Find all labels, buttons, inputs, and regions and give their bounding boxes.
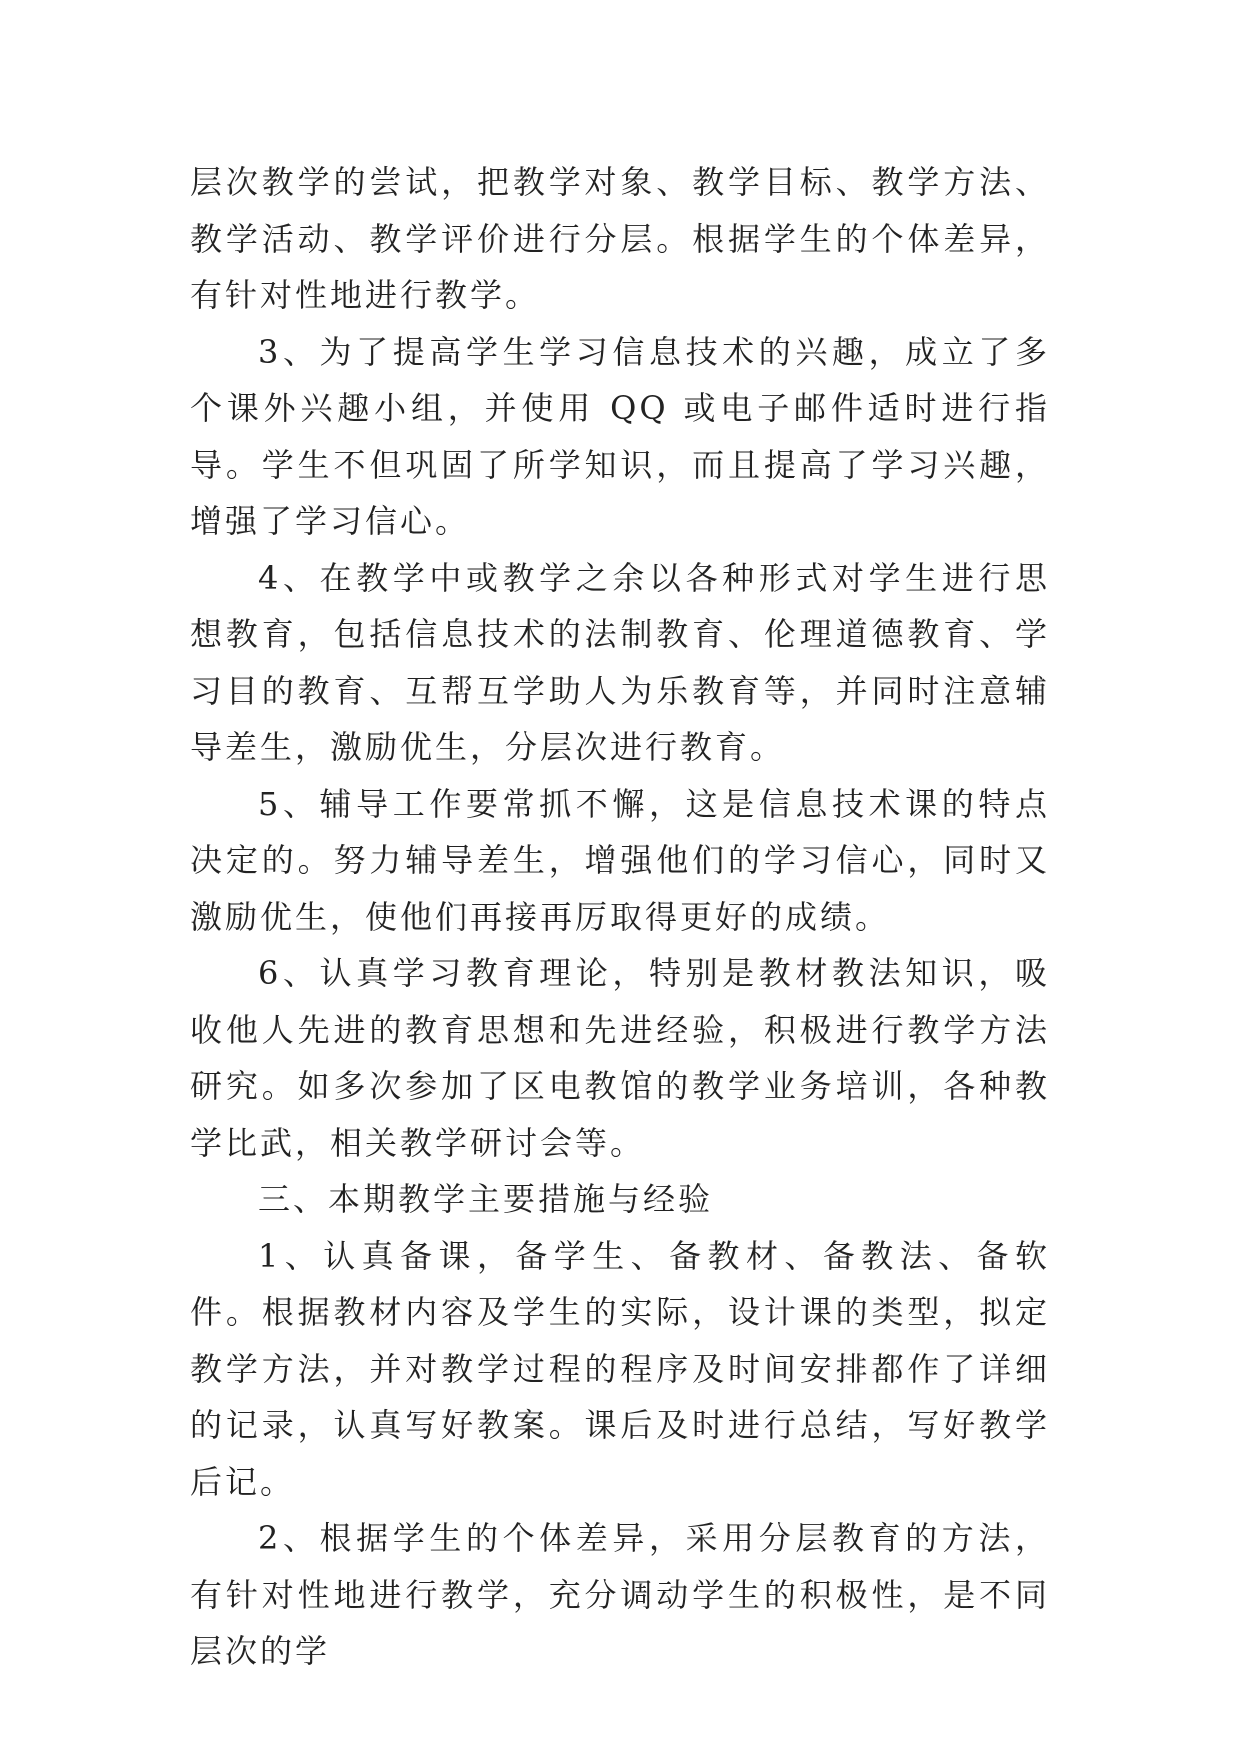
paragraph-item-5: 5、辅导工作要常抓不懈，这是信息技术课的特点决定的。努力辅导差生，增强他们的学习信心，同时又激励优生，使他们再接再厉取得更好的成绩。 [190, 784, 1050, 936]
paragraph-measure-2: 2、根据学生的个体差异，采用分层教育的方法，有针对性地进行教学，充分调动学生的积极性，是不同层次的学 [190, 1519, 1050, 1670]
section-heading: 三、本期教学主要措施与经验 [258, 1180, 714, 1218]
paragraph-item-3: 3、为了提高学生学习信息技术的兴趣，成立了多个课外兴趣小组，并使用 QQ 或电子邮件适时进行指导。学生不但巩固了所学知识，而且提高了学习兴趣，增强了学习信心。 [190, 332, 1050, 540]
paragraph-item-4: 4、在教学中或教学之余以各种形式对学生进行思想教育，包括信息技术的法制教育、伦理道德教育、学习目的教育、互帮互学助人为乐教育等，并同时注意辅导差生，激励优生，分层次进行教育。 [190, 558, 1050, 766]
paragraph-continuation: 层次教学的尝试，把教学对象、教学目标、教学方法、教学活动、教学评价进行分层。根据学生的个体差异，有针对性地进行教学。 [190, 163, 1050, 314]
paragraph-item-6: 6、认真学习教育理论，特别是教材教法知识，吸收他人先进的教育思想和先进经验，积极进行教学方法研究。如多次参加了区电教馆的教学业务培训，各种教学比武，相关教学研讨会等。 [190, 954, 1050, 1162]
document-body [190, 154, 1050, 1680]
paragraph-measure-1: 1、认真备课，备学生、备教材、备教法、备软件。根据教材内容及学生的实际，设计课的类型，拟定教学方法，并对教学过程的程序及时间安排都作了详细的记录，认真写好教案。课后及时进行总结，写好教学后记。 [190, 1236, 1050, 1501]
